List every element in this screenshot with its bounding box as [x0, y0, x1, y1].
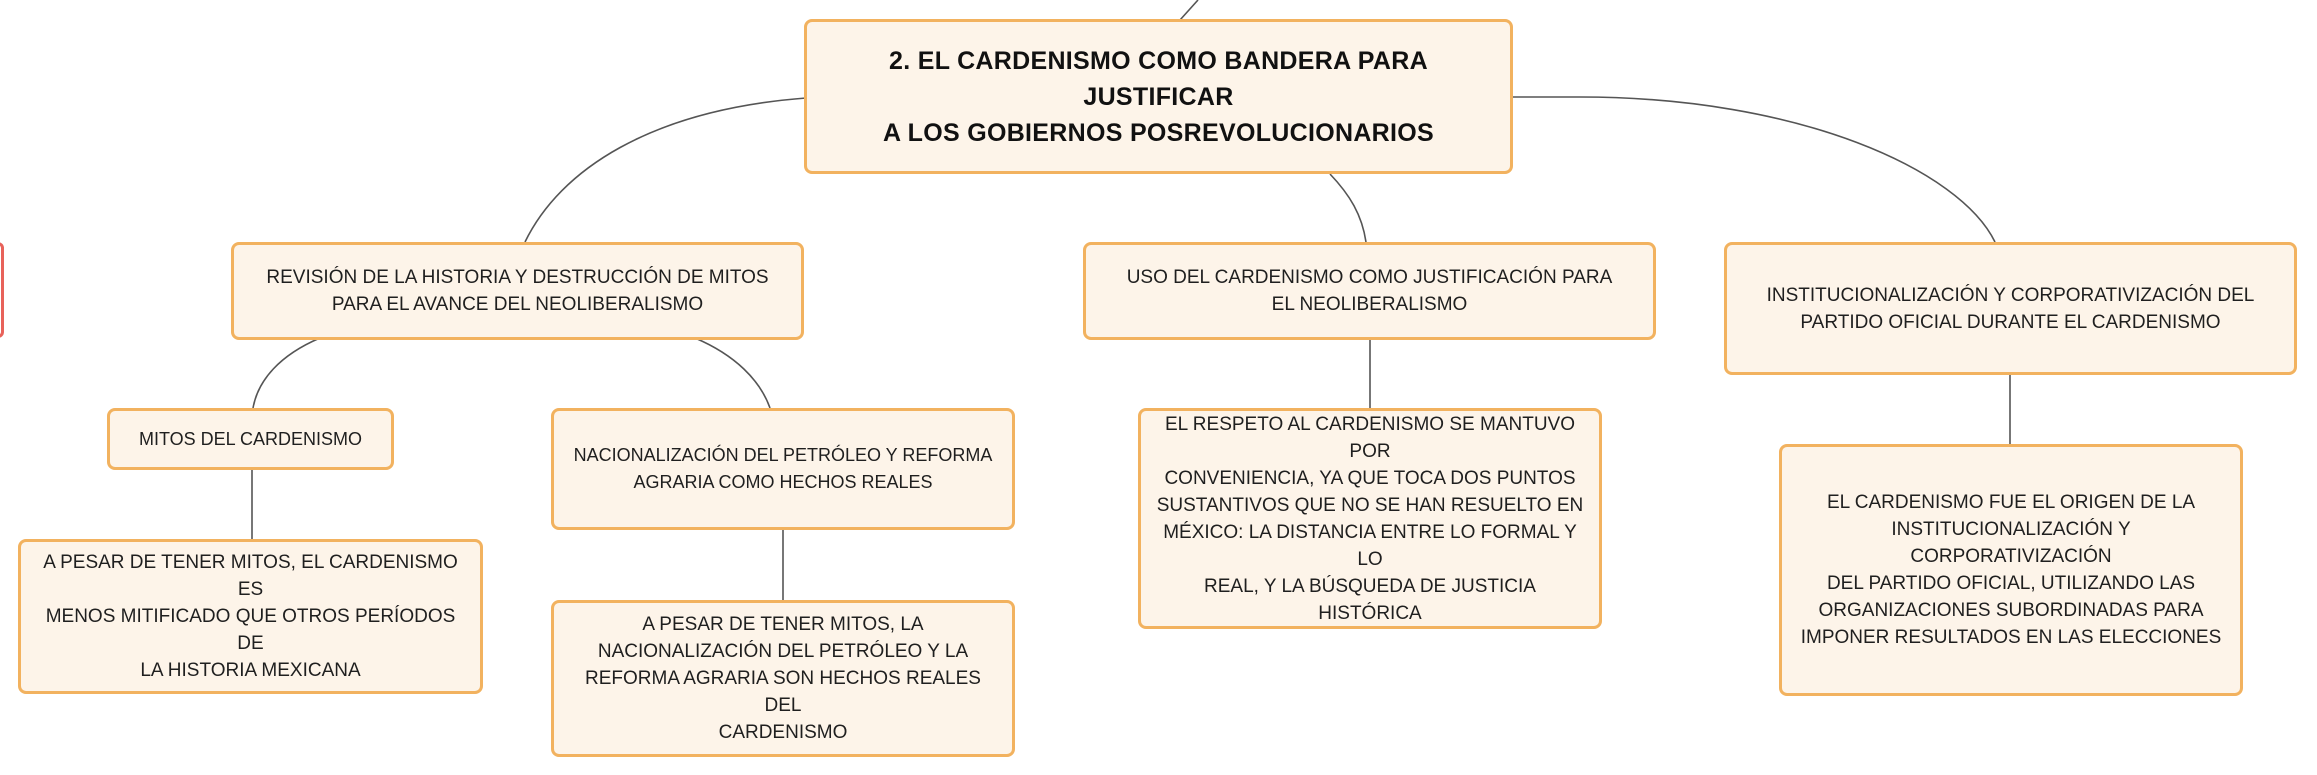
subtopic-nacionalizacion[interactable] — [551, 408, 1015, 530]
subtopic-nacionalizacion-line1: NACIONALIZACIÓN DEL PETRÓLEO Y REFORMA — [573, 445, 993, 465]
leaf-uso-detail[interactable] — [1138, 408, 1602, 629]
branch-institucionalizacion[interactable] — [1724, 242, 2297, 375]
leaf-institucionalizacion-detail[interactable] — [1779, 444, 2243, 696]
root-topic-line2: A LOS GOBIERNOS POSREVOLUCIONARIOS — [883, 118, 1434, 147]
leaf-mitos-line1: A PESAR DE TENER MITOS, EL CARDENISMO ES — [43, 552, 458, 600]
leaf-uso-line1: EL RESPETO AL CARDENISMO SE MANTUVO POR — [1164, 413, 1575, 462]
leaf-institucionalizacion-line4: ORGANIZACIONES SUBORDINADAS PARA — [1818, 600, 2204, 621]
connector-root-institucionalizacion — [1513, 97, 1995, 242]
subtopic-nacionalizacion-line2: AGRARIA COMO HECHOS REALES — [633, 472, 933, 492]
leaf-mitos-line2: MENOS MITIFICADO QUE OTROS PERÍODOS DE — [45, 606, 456, 654]
connector-revision-nacionalizacion — [695, 338, 770, 408]
leaf-nacionalizacion-line3: REFORMA AGRARIA SON HECHOS REALES DEL — [585, 668, 981, 716]
branch-uso-line1: USO DEL CARDENISMO COMO JUSTIFICACIÓN PARA — [1126, 267, 1613, 288]
leaf-mitos-line3: LA HISTORIA MEXICANA — [140, 660, 361, 681]
branch-revision-historia[interactable] — [231, 242, 804, 340]
connector-root-parent — [1180, 0, 1198, 20]
leaf-institucionalizacion-line3: DEL PARTIDO OFICIAL, UTILIZANDO LAS — [1826, 573, 2196, 594]
leaf-institucionalizacion-line5: IMPONER RESULTADOS EN LAS ELECCIONES — [1800, 627, 2222, 648]
connector-root-revision — [525, 98, 806, 242]
root-topic-line1: 2. EL CARDENISMO COMO BANDERA PARA JUSTIFICAR — [889, 46, 1428, 111]
leaf-mitos-detail[interactable] — [18, 539, 483, 694]
leaf-nacionalizacion-line1: A PESAR DE TENER MITOS, LA — [642, 614, 924, 635]
leaf-institucionalizacion-line1: EL CARDENISMO FUE EL ORIGEN DE LA — [1826, 492, 2196, 513]
branch-revision-line1: REVISIÓN DE LA HISTORIA Y DESTRUCCIÓN DE MITOS — [266, 267, 769, 288]
subtopic-mitos[interactable] — [107, 408, 394, 470]
branch-uso-cardenismo[interactable] — [1083, 242, 1656, 340]
connector-root-uso — [1330, 174, 1366, 242]
branch-institucionalizacion-line1: INSTITUCIONALIZACIÓN Y CORPORATIVIZACIÓN DEL — [1766, 284, 2255, 306]
offscreen-node-edge — [0, 242, 4, 338]
branch-uso-line2: EL NEOLIBERALISMO — [1271, 294, 1468, 315]
leaf-nacionalizacion-line4: CARDENISMO — [718, 722, 848, 743]
leaf-uso-line5: REAL, Y LA BÚSQUEDA DE JUSTICIA HISTÓRICA — [1204, 575, 1536, 624]
leaf-institucionalizacion-line2: INSTITUCIONALIZACIÓN Y CORPORATIVIZACIÓN — [1891, 519, 2131, 567]
connector-revision-mitos — [253, 338, 320, 408]
branch-institucionalizacion-line2: PARTIDO OFICIAL DURANTE EL CARDENISMO — [1800, 311, 2221, 333]
branch-revision-line2: PARA EL AVANCE DEL NEOLIBERALISMO — [331, 294, 704, 315]
leaf-nacionalizacion-detail[interactable] — [551, 600, 1015, 757]
root-topic[interactable] — [804, 19, 1513, 174]
subtopic-mitos-label: MITOS DEL CARDENISMO — [138, 428, 363, 449]
leaf-uso-line4: MÉXICO: LA DISTANCIA ENTRE LO FORMAL Y LO — [1163, 521, 1577, 570]
leaf-nacionalizacion-line2: NACIONALIZACIÓN DEL PETRÓLEO Y LA — [597, 641, 969, 662]
leaf-uso-line2: CONVENIENCIA, YA QUE TOCA DOS PUNTOS — [1164, 467, 1576, 489]
leaf-uso-line3: SUSTANTIVOS QUE NO SE HAN RESUELTO EN — [1156, 494, 1584, 516]
